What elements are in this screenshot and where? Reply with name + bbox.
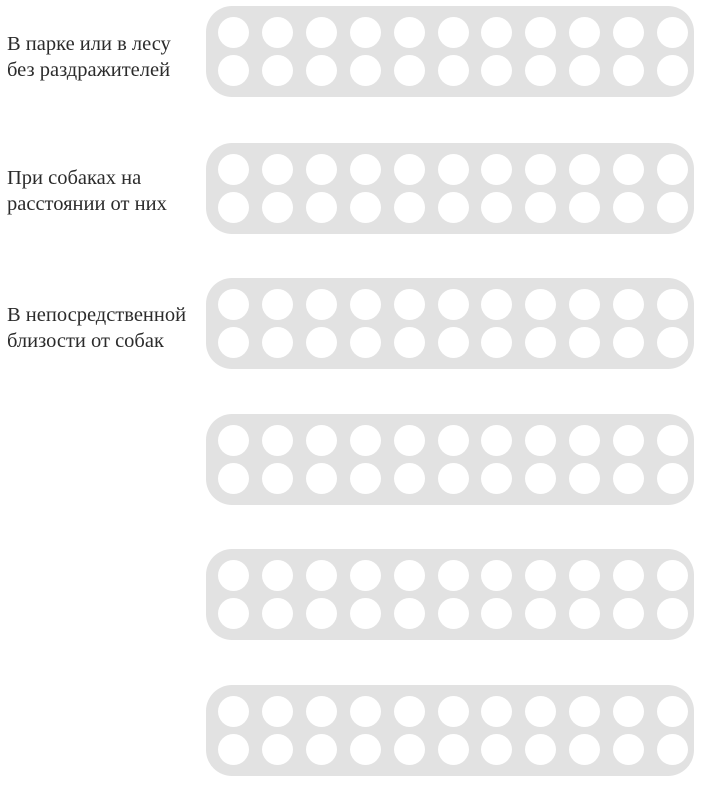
tracker-circle[interactable] <box>481 192 512 223</box>
tracker-circle[interactable] <box>262 425 293 456</box>
tracker-circle[interactable] <box>218 696 249 727</box>
tracker-circle[interactable] <box>438 17 469 48</box>
tracker-circle[interactable] <box>350 55 381 86</box>
tracker-circle[interactable] <box>262 598 293 629</box>
tracker-circle[interactable] <box>262 463 293 494</box>
tracker-circle[interactable] <box>613 463 644 494</box>
tracker-circle[interactable] <box>262 192 293 223</box>
tracker-strip-5 <box>206 549 694 640</box>
tracker-circle[interactable] <box>306 560 337 591</box>
tracker-circle[interactable] <box>613 425 644 456</box>
tracker-circle[interactable] <box>657 327 688 358</box>
tracker-circle[interactable] <box>218 154 249 185</box>
tracker-circle[interactable] <box>525 55 556 86</box>
tracker-circle[interactable] <box>394 17 425 48</box>
tracker-circle[interactable] <box>569 463 600 494</box>
tracker-circle[interactable] <box>569 17 600 48</box>
tracker-circle[interactable] <box>306 55 337 86</box>
tracker-circle[interactable] <box>218 598 249 629</box>
tracker-circle[interactable] <box>394 154 425 185</box>
tracker-circle[interactable] <box>525 192 556 223</box>
tracker-circle[interactable] <box>657 598 688 629</box>
tracker-circle[interactable] <box>350 560 381 591</box>
tracker-circle[interactable] <box>525 154 556 185</box>
tracker-circle[interactable] <box>350 289 381 320</box>
tracker-circle[interactable] <box>218 17 249 48</box>
tracker-circle[interactable] <box>481 598 512 629</box>
tracker-circle[interactable] <box>350 425 381 456</box>
tracker-circle[interactable] <box>306 154 337 185</box>
tracker-circle[interactable] <box>525 425 556 456</box>
tracker-circle[interactable] <box>613 696 644 727</box>
tracker-circle[interactable] <box>657 55 688 86</box>
tracker-strip-6 <box>206 685 694 776</box>
tracker-circle[interactable] <box>657 192 688 223</box>
tracker-strip-3 <box>206 278 694 369</box>
tracker-circle[interactable] <box>306 734 337 765</box>
tracker-circle[interactable] <box>438 289 469 320</box>
tracker-circle[interactable] <box>218 463 249 494</box>
tracker-circle[interactable] <box>306 425 337 456</box>
tracker-circle[interactable] <box>438 598 469 629</box>
tracker-circle[interactable] <box>613 560 644 591</box>
tracker-circle[interactable] <box>350 17 381 48</box>
tracker-circle[interactable] <box>306 289 337 320</box>
tracker-circle[interactable] <box>569 55 600 86</box>
tracker-circle[interactable] <box>438 696 469 727</box>
tracker-circle[interactable] <box>569 327 600 358</box>
tracker-circle[interactable] <box>350 598 381 629</box>
tracker-circle[interactable] <box>350 327 381 358</box>
tracker-circle[interactable] <box>657 154 688 185</box>
tracker-strip-2 <box>206 143 694 234</box>
tracker-circle[interactable] <box>525 598 556 629</box>
tracker-circle[interactable] <box>525 696 556 727</box>
tracker-circle[interactable] <box>306 463 337 494</box>
tracker-circle[interactable] <box>438 192 469 223</box>
tracker-circle[interactable] <box>394 55 425 86</box>
tracker-circle[interactable] <box>394 560 425 591</box>
row-label-line: расстоянии от них <box>7 193 167 215</box>
tracker-circle[interactable] <box>613 289 644 320</box>
tracker-circle[interactable] <box>525 17 556 48</box>
tracker-circle[interactable] <box>262 560 293 591</box>
tracker-circle[interactable] <box>218 425 249 456</box>
tracker-circle[interactable] <box>306 598 337 629</box>
tracker-circle[interactable] <box>438 734 469 765</box>
tracker-circle[interactable] <box>218 289 249 320</box>
tracker-circle[interactable] <box>657 560 688 591</box>
tracker-circle[interactable] <box>218 327 249 358</box>
tracker-circle[interactable] <box>657 734 688 765</box>
tracker-circle[interactable] <box>306 17 337 48</box>
tracker-circle[interactable] <box>394 425 425 456</box>
tracker-circle[interactable] <box>613 734 644 765</box>
tracker-circle[interactable] <box>306 696 337 727</box>
tracker-circle[interactable] <box>262 696 293 727</box>
tracker-circle[interactable] <box>481 560 512 591</box>
tracker-circle[interactable] <box>394 327 425 358</box>
tracker-circle[interactable] <box>481 17 512 48</box>
row-label-line: При собаках на <box>7 167 142 189</box>
tracker-circle[interactable] <box>438 463 469 494</box>
tracker-circle[interactable] <box>306 192 337 223</box>
tracker-circle[interactable] <box>262 154 293 185</box>
tracker-circle[interactable] <box>350 696 381 727</box>
tracker-circle[interactable] <box>657 17 688 48</box>
row-label-line: близости от собак <box>7 330 164 352</box>
tracker-circle[interactable] <box>481 327 512 358</box>
row-label-line: В парке или в лесу <box>7 33 171 55</box>
row-label-3 <box>7 302 202 354</box>
row-label-line: В непосредственной <box>7 304 187 326</box>
tracker-circle[interactable] <box>613 17 644 48</box>
tracker-circle[interactable] <box>525 463 556 494</box>
tracker-circle[interactable] <box>569 154 600 185</box>
tracker-circle[interactable] <box>438 55 469 86</box>
tracker-circle[interactable] <box>525 560 556 591</box>
tracker-circle[interactable] <box>481 734 512 765</box>
tracker-circle[interactable] <box>569 734 600 765</box>
tracker-circle[interactable] <box>569 696 600 727</box>
tracker-circle[interactable] <box>657 425 688 456</box>
tracker-circle[interactable] <box>394 734 425 765</box>
tracker-circle[interactable] <box>438 425 469 456</box>
tracker-strip-1 <box>206 6 694 97</box>
tracker-circle[interactable] <box>481 55 512 86</box>
tracker-circle[interactable] <box>262 289 293 320</box>
tracker-circle[interactable] <box>262 734 293 765</box>
tracker-circle[interactable] <box>350 734 381 765</box>
tracker-circle[interactable] <box>613 154 644 185</box>
tracker-circle[interactable] <box>262 17 293 48</box>
tracker-circle[interactable] <box>525 327 556 358</box>
tracker-circle[interactable] <box>613 327 644 358</box>
tracker-circle[interactable] <box>569 598 600 629</box>
tracker-circle[interactable] <box>438 154 469 185</box>
tracker-circle[interactable] <box>438 560 469 591</box>
tracker-circle[interactable] <box>350 154 381 185</box>
tracker-circle[interactable] <box>394 696 425 727</box>
tracker-circle[interactable] <box>350 463 381 494</box>
tracker-circle[interactable] <box>394 192 425 223</box>
tracker-circle[interactable] <box>657 696 688 727</box>
tracker-circle[interactable] <box>569 192 600 223</box>
tracker-circle[interactable] <box>394 598 425 629</box>
tracker-circle[interactable] <box>613 55 644 86</box>
tracker-strip-4 <box>206 414 694 505</box>
row-label-line: без раздражителей <box>7 59 171 81</box>
tracker-circle[interactable] <box>262 55 293 86</box>
tracker-circle[interactable] <box>613 598 644 629</box>
tracker-circle[interactable] <box>394 463 425 494</box>
tracker-circle[interactable] <box>657 289 688 320</box>
tracker-circle[interactable] <box>481 425 512 456</box>
tracker-circle[interactable] <box>394 289 425 320</box>
tracker-circle[interactable] <box>350 192 381 223</box>
tracker-circle[interactable] <box>438 327 469 358</box>
tracker-circle[interactable] <box>481 154 512 185</box>
tracker-circle[interactable] <box>481 289 512 320</box>
row-label-1 <box>7 31 202 83</box>
tracker-circle[interactable] <box>569 560 600 591</box>
tracker-circle[interactable] <box>569 289 600 320</box>
tracker-circle[interactable] <box>218 192 249 223</box>
tracker-circle[interactable] <box>657 463 688 494</box>
tracker-circle[interactable] <box>525 289 556 320</box>
row-label-2 <box>7 165 202 217</box>
tracker-circle[interactable] <box>525 734 556 765</box>
tracker-circle[interactable] <box>218 734 249 765</box>
tracker-circle[interactable] <box>218 55 249 86</box>
tracker-circle[interactable] <box>306 327 337 358</box>
tracker-circle[interactable] <box>613 192 644 223</box>
tracker-circle[interactable] <box>262 327 293 358</box>
tracker-circle[interactable] <box>569 425 600 456</box>
tracker-circle[interactable] <box>218 560 249 591</box>
tracker-circle[interactable] <box>481 463 512 494</box>
tracker-circle[interactable] <box>481 696 512 727</box>
